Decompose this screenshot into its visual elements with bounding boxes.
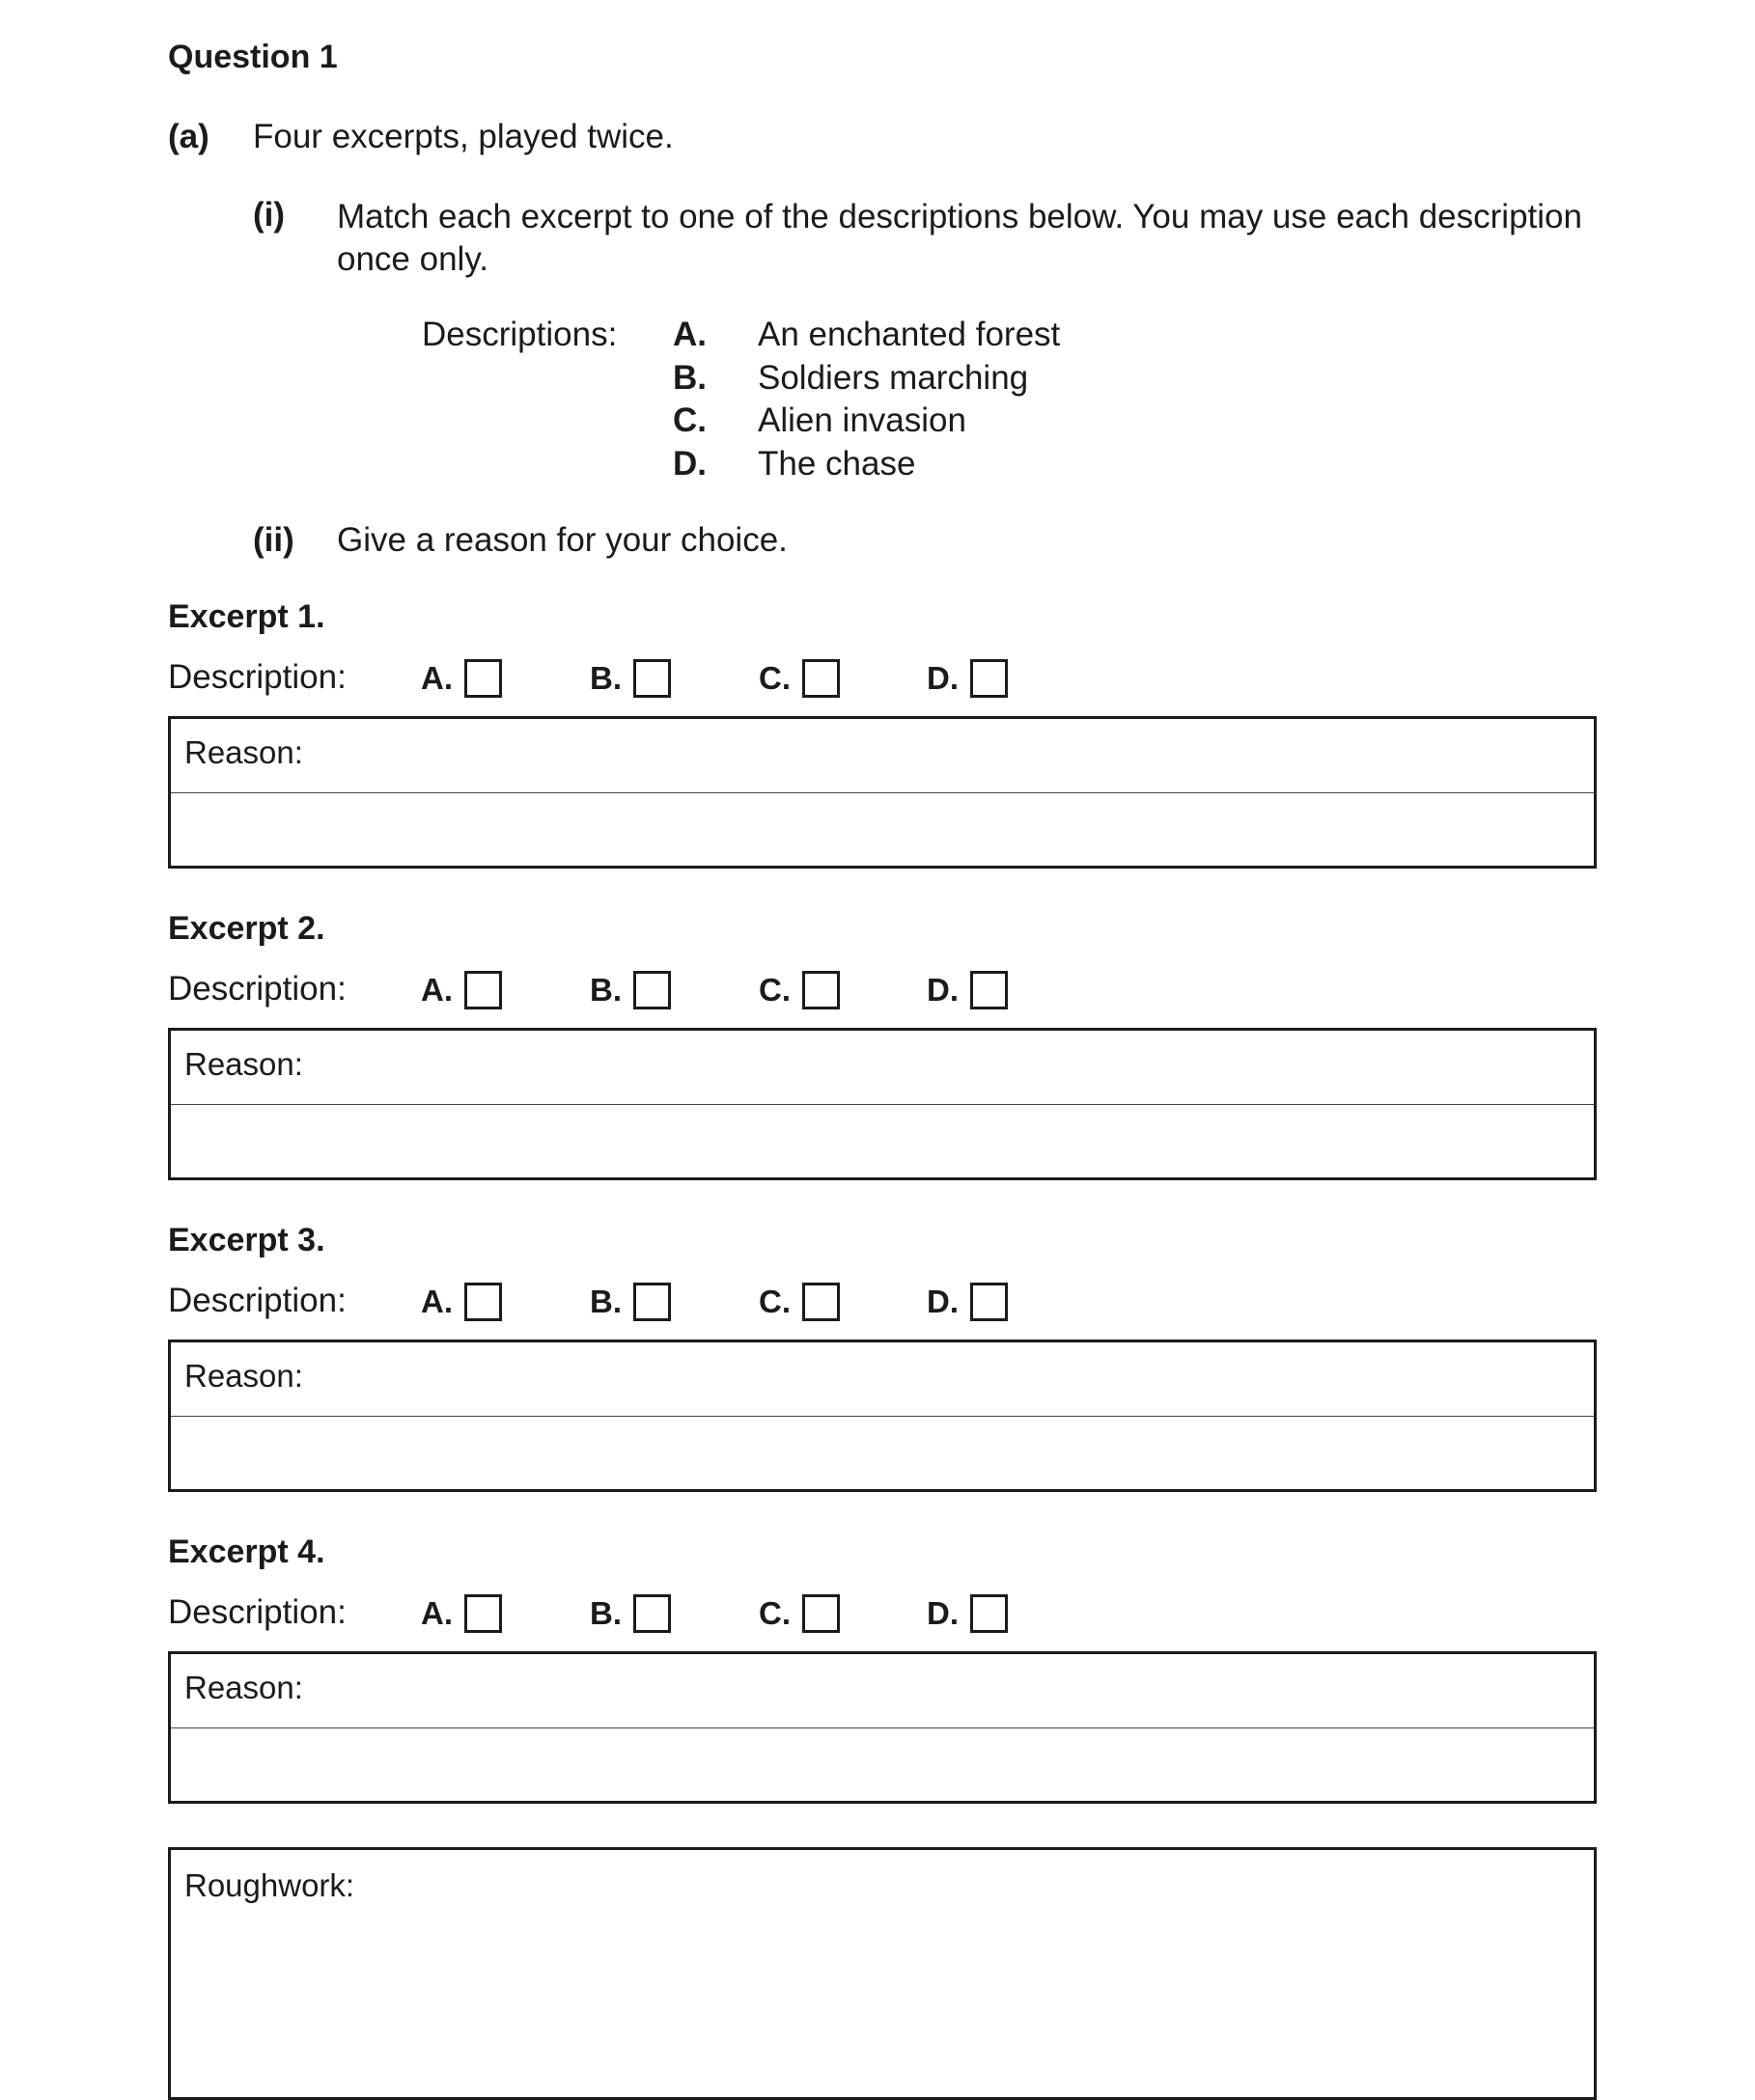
option-d: [927, 968, 1008, 1012]
description-item: [673, 445, 1060, 488]
reason-label: Reason:: [184, 1046, 303, 1082]
option-letter: C.: [759, 660, 791, 696]
descriptions-list: [673, 316, 1060, 487]
description-letter: A.: [673, 316, 707, 353]
option-a: [421, 968, 502, 1012]
roughwork-label: Roughwork:: [184, 1867, 355, 1903]
checkbox-a[interactable]: [464, 1594, 502, 1633]
reason-rule-line: [171, 1104, 1594, 1105]
question-title: Question 1: [168, 39, 338, 75]
option-letter: A.: [421, 1595, 453, 1631]
roughwork-box[interactable]: [168, 1847, 1597, 2100]
option-b: [590, 1280, 671, 1324]
checkbox-a[interactable]: [464, 971, 502, 1009]
option-a: [421, 656, 502, 701]
option-letter: B.: [590, 1284, 622, 1319]
checkbox-c[interactable]: [802, 659, 840, 698]
part-a-text: Four excerpts, played twice.: [253, 118, 674, 155]
checkbox-b[interactable]: [633, 659, 671, 698]
part-a-label: (a): [168, 118, 209, 155]
descriptions-heading: Descriptions:: [422, 316, 618, 353]
description-letter: C.: [673, 401, 707, 439]
sub-ii-label: (ii): [253, 521, 294, 559]
option-b: [590, 656, 671, 701]
excerpt-title: Excerpt 1.: [168, 598, 325, 635]
option-a: [421, 1280, 502, 1324]
reason-box[interactable]: [168, 1340, 1597, 1492]
excerpt-title: Excerpt 2.: [168, 910, 325, 947]
option-letter: C.: [759, 1595, 791, 1631]
option-letter: D.: [927, 1284, 959, 1319]
checkbox-a[interactable]: [464, 659, 502, 698]
description-item: [673, 359, 1060, 402]
checkbox-d[interactable]: [970, 1283, 1008, 1321]
option-letter: A.: [421, 1284, 453, 1319]
option-b: [590, 968, 671, 1012]
option-letter: B.: [590, 660, 622, 696]
option-letter: C.: [759, 972, 791, 1008]
option-letter: A.: [421, 972, 453, 1008]
reason-box[interactable]: [168, 1651, 1597, 1804]
checkbox-c[interactable]: [802, 1594, 840, 1633]
checkbox-b[interactable]: [633, 1594, 671, 1633]
excerpt-2: [168, 910, 1597, 1190]
reason-label: Reason:: [184, 1670, 303, 1705]
description-label: Description:: [168, 1282, 347, 1319]
option-letter: C.: [759, 1284, 791, 1319]
sub-i-text: Match each excerpt to one of the descriptions below. You may use each description once only.: [337, 198, 1582, 278]
checkbox-c[interactable]: [802, 971, 840, 1009]
excerpt-4: [168, 1534, 1597, 1813]
option-letter: D.: [927, 660, 959, 696]
reason-label: Reason:: [184, 734, 303, 770]
description-label: Description:: [168, 1593, 347, 1631]
reason-box[interactable]: [168, 716, 1597, 869]
sub-i-label: (i): [253, 196, 286, 234]
description-text: Alien invasion: [758, 401, 966, 439]
reason-rule-line: [171, 1416, 1594, 1417]
sub-ii-text: Give a reason for your choice.: [337, 521, 788, 559]
option-letter: D.: [927, 972, 959, 1008]
excerpt-title: Excerpt 3.: [168, 1222, 325, 1258]
option-c: [759, 656, 840, 701]
option-letter: B.: [590, 1595, 622, 1631]
checkbox-a[interactable]: [464, 1283, 502, 1321]
option-c: [759, 1280, 840, 1324]
option-d: [927, 1591, 1008, 1636]
checkbox-d[interactable]: [970, 659, 1008, 698]
checkbox-c[interactable]: [802, 1283, 840, 1321]
description-text: Soldiers marching: [758, 358, 1029, 397]
description-item: [673, 316, 1060, 359]
description-letter: D.: [673, 444, 707, 483]
reason-rule-line: [171, 1727, 1594, 1728]
excerpt-title: Excerpt 4.: [168, 1534, 325, 1570]
option-b: [590, 1591, 671, 1636]
checkbox-d[interactable]: [970, 1594, 1008, 1633]
checkbox-b[interactable]: [633, 1283, 671, 1321]
option-letter: B.: [590, 972, 622, 1008]
option-letter: D.: [927, 1595, 959, 1631]
reason-label: Reason:: [184, 1358, 303, 1394]
option-letter: A.: [421, 660, 453, 696]
description-text: The chase: [758, 444, 916, 483]
option-d: [927, 1280, 1008, 1324]
description-text: An enchanted forest: [758, 316, 1061, 353]
reason-rule-line: [171, 792, 1594, 793]
excerpt-1: [168, 598, 1597, 878]
description-letter: B.: [673, 358, 707, 397]
description-label: Description:: [168, 970, 347, 1008]
description-label: Description:: [168, 658, 347, 696]
reason-box[interactable]: [168, 1028, 1597, 1180]
excerpt-3: [168, 1222, 1597, 1502]
description-item: [673, 401, 1060, 445]
checkbox-b[interactable]: [633, 971, 671, 1009]
option-c: [759, 968, 840, 1012]
option-c: [759, 1591, 840, 1636]
option-a: [421, 1591, 502, 1636]
checkbox-d[interactable]: [970, 971, 1008, 1009]
option-d: [927, 656, 1008, 701]
